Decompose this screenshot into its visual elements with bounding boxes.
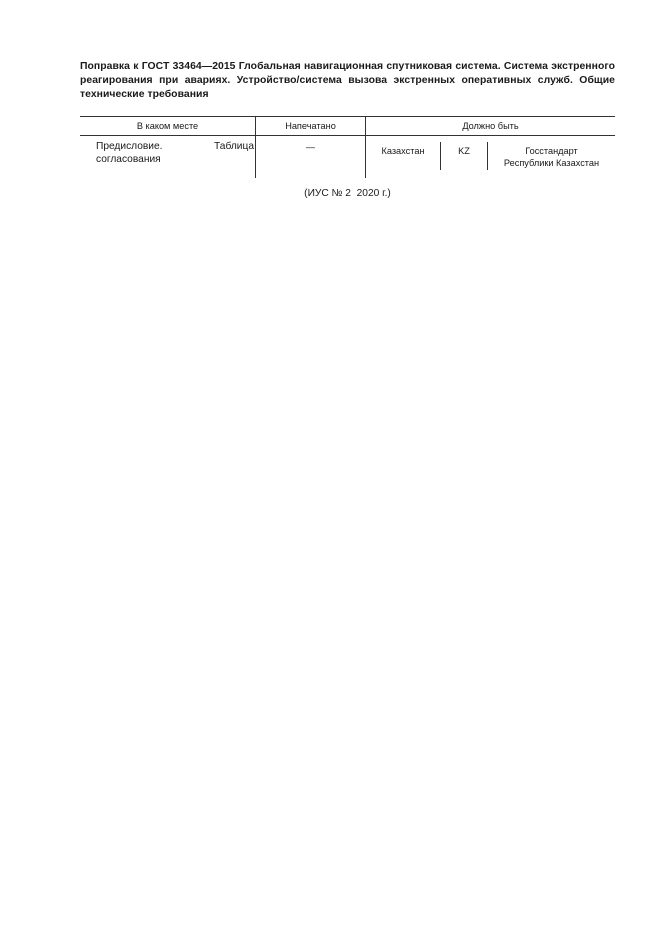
row-code: KZ <box>458 146 470 156</box>
row-agency-line2: Республики Казахстан <box>503 158 600 168</box>
row-where-text: Предисловие. Таблица согласования <box>96 141 254 165</box>
table-header-rule <box>80 135 615 136</box>
row-agency-line1: Госстандарт <box>525 146 578 156</box>
header-printed: Напечатано <box>285 121 336 131</box>
row-country: Казахстан <box>381 146 425 156</box>
header-where: В каком месте <box>136 121 199 131</box>
header-should-be: Должно быть <box>462 121 519 131</box>
row-where <box>82 140 254 166</box>
table-top-rule <box>80 116 615 117</box>
footer-issue-reference: (ИУС № 2 2020 г.) <box>304 188 391 199</box>
amendment-title: Поправка к ГОСТ 33464—2015 Глобальная навигационная спутниковая система. Система экстренного реагирования при авариях. Устройство/система вызова экстренных оперативных служб. Общие технические требования <box>80 61 615 100</box>
row-printed: — <box>305 142 316 152</box>
amendment-table <box>80 116 615 178</box>
